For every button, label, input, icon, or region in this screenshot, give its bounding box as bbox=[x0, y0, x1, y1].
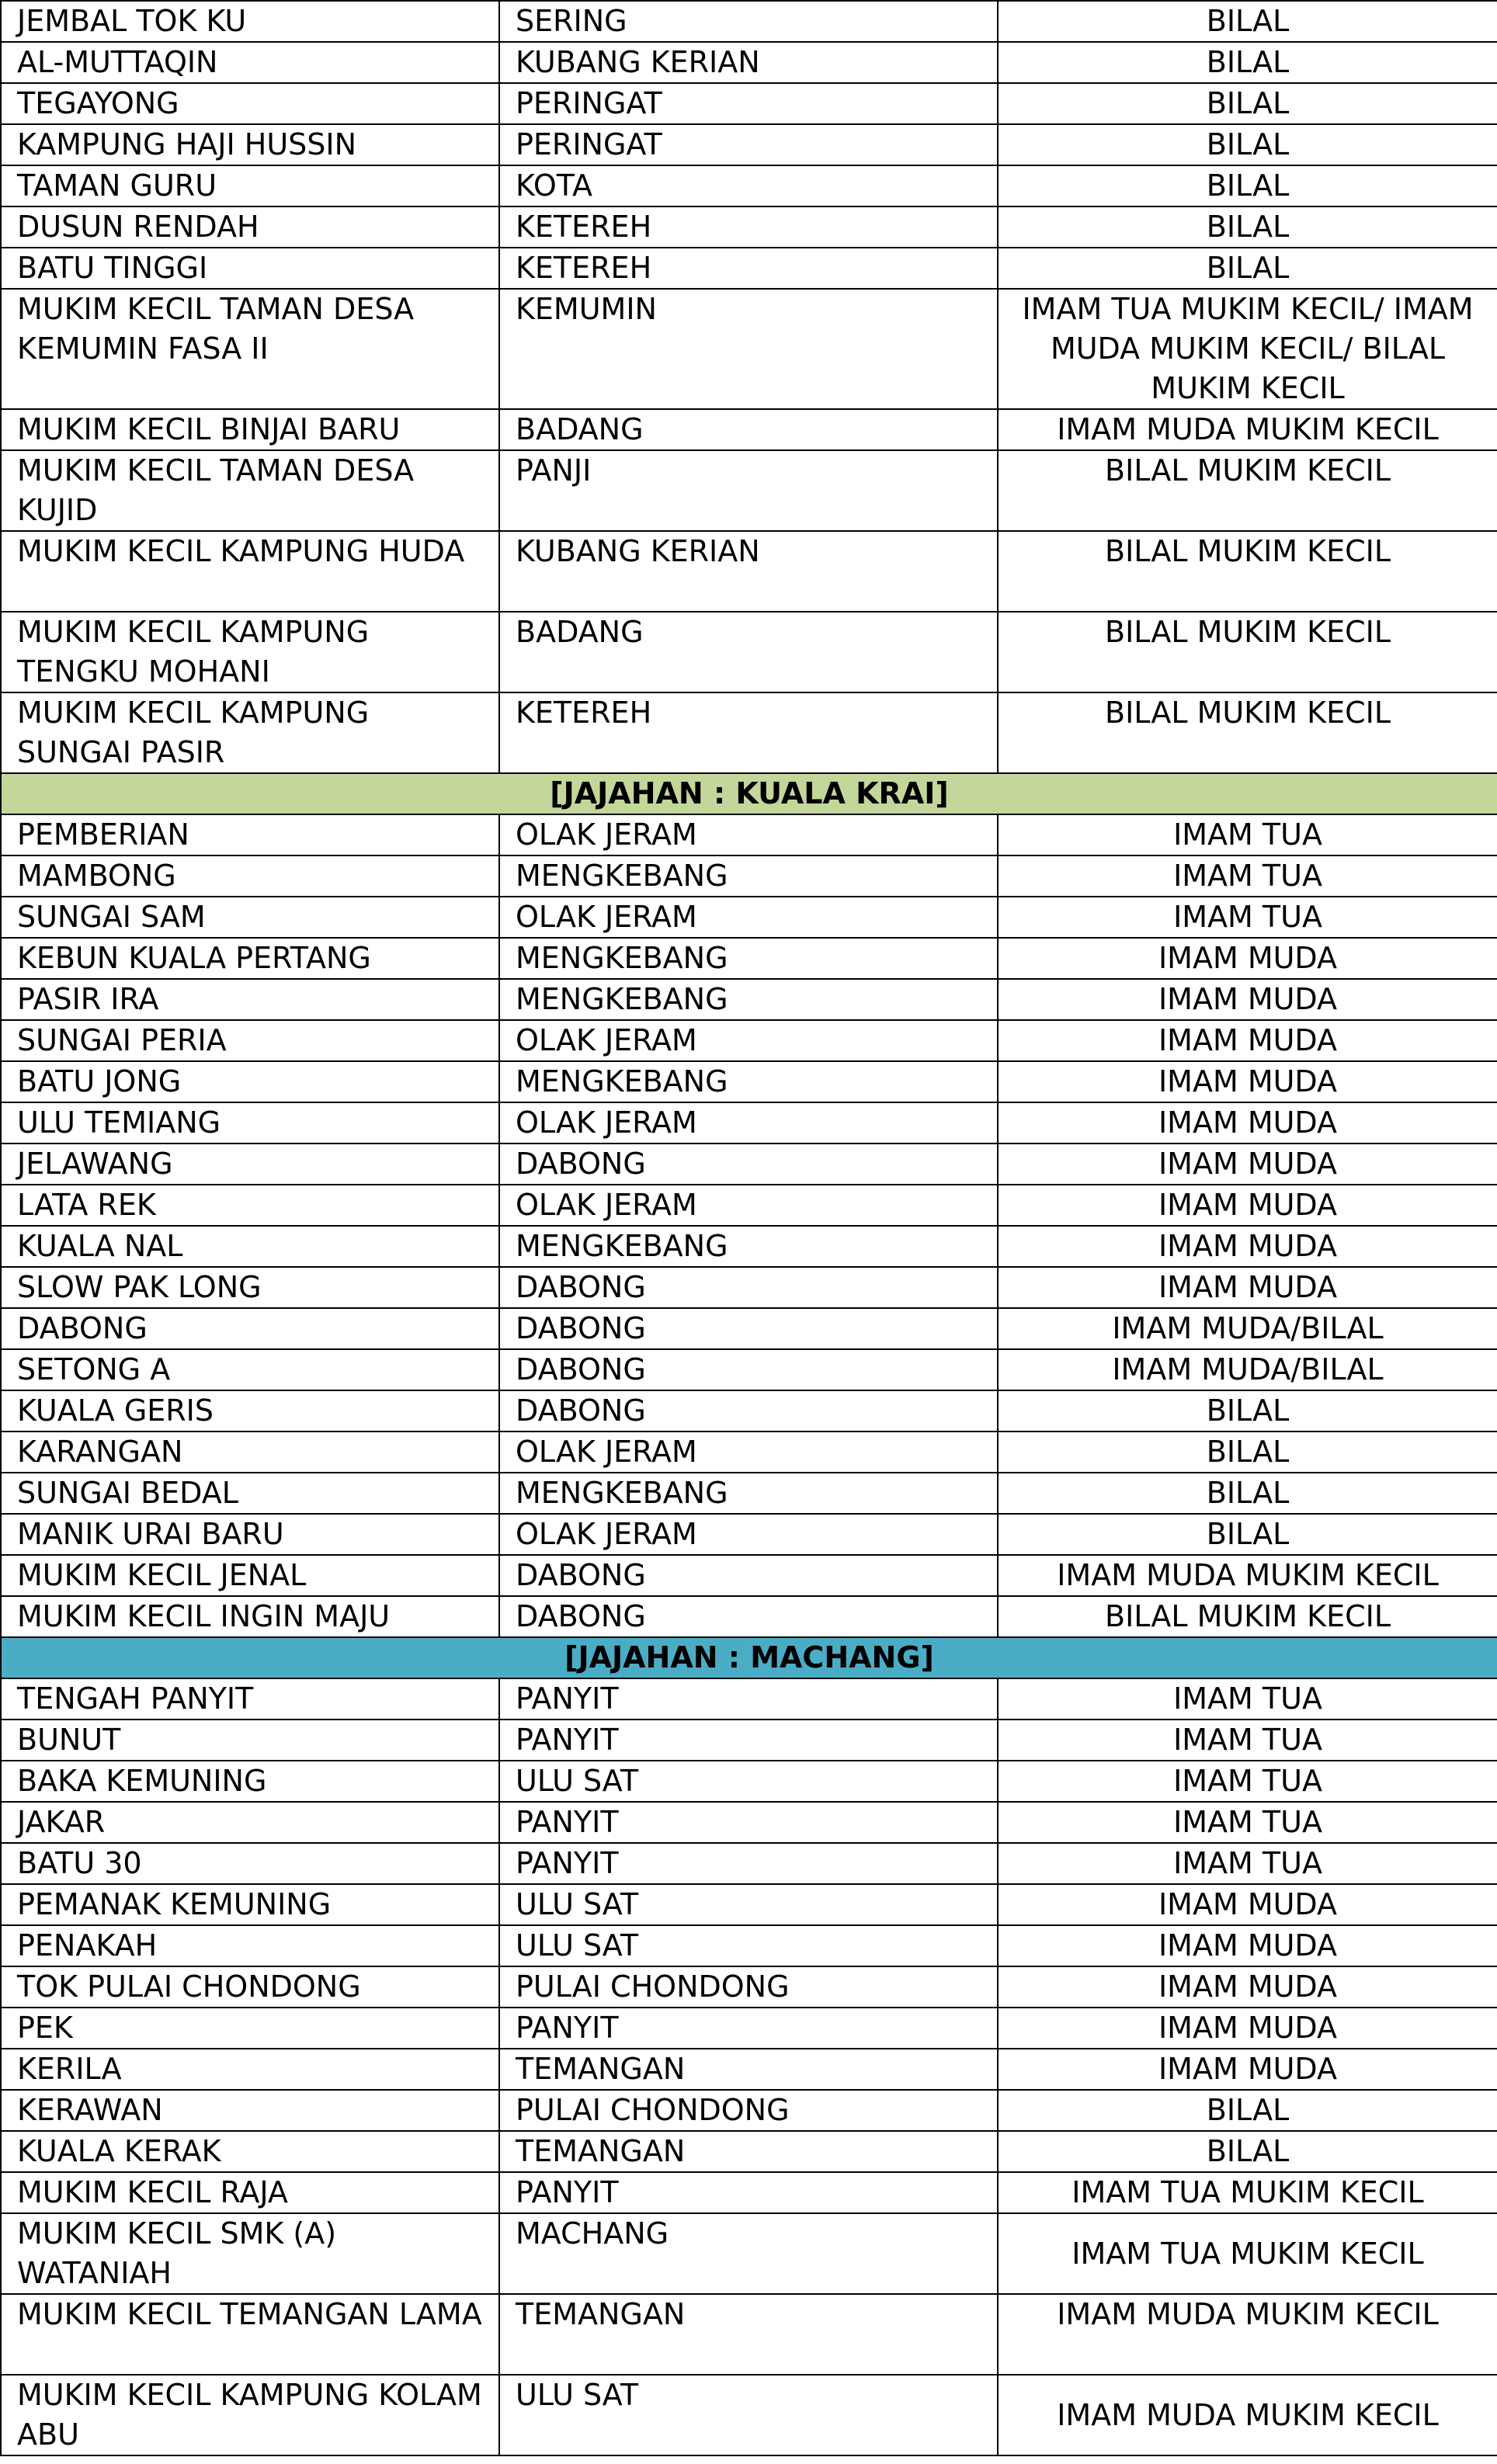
place-cell: KEBUN KUALA PERTANG bbox=[1, 938, 499, 979]
mukim-cell: DABONG bbox=[499, 1308, 998, 1349]
position-cell: BILAL bbox=[998, 1473, 1497, 1514]
mukim-cell: KETEREH bbox=[499, 692, 998, 773]
table-row bbox=[1, 83, 1497, 124]
position-cell: IMAM TUA bbox=[998, 855, 1497, 897]
mukim-cell: KUBANG KERIAN bbox=[499, 531, 998, 612]
mukim-cell: KETEREH bbox=[499, 248, 998, 289]
place-cell: MUKIM KECIL KAMPUNG KOLAM ABU bbox=[1, 2375, 499, 2455]
mukim-cell: PANYIT bbox=[499, 1843, 998, 1884]
mukim-cell: PERINGAT bbox=[499, 124, 998, 165]
table-row bbox=[1, 1390, 1497, 1432]
table-row bbox=[1, 897, 1497, 938]
place-cell: ULU TEMIANG bbox=[1, 1102, 499, 1144]
place-cell: BATU TINGGI bbox=[1, 248, 499, 289]
place-cell: MUKIM KECIL BINJAI BARU bbox=[1, 409, 499, 450]
place-cell: SUNGAI BEDAL bbox=[1, 1473, 499, 1514]
table-row bbox=[1, 1596, 1497, 1637]
table-row bbox=[1, 1144, 1497, 1185]
table-row bbox=[1, 1102, 1497, 1144]
position-cell: IMAM TUA bbox=[998, 897, 1497, 938]
position-cell: IMAM TUA MUKIM KECIL bbox=[998, 2172, 1497, 2213]
position-cell: IMAM MUDA MUKIM KECIL bbox=[998, 1555, 1497, 1596]
table-row bbox=[1, 2294, 1497, 2375]
position-cell: BILAL bbox=[998, 2131, 1497, 2172]
position-cell: IMAM TUA MUKIM KECIL bbox=[998, 2213, 1497, 2294]
mukim-cell: BADANG bbox=[499, 409, 998, 450]
place-cell: PENAKAH bbox=[1, 1925, 499, 1966]
table-row bbox=[1, 1555, 1497, 1596]
position-cell: BILAL bbox=[998, 42, 1497, 83]
mukim-cell: ULU SAT bbox=[499, 1884, 998, 1925]
mukim-cell: OLAK JERAM bbox=[499, 1020, 998, 1061]
mukim-cell: ULU SAT bbox=[499, 1761, 998, 1802]
position-cell: BILAL MUKIM KECIL bbox=[998, 1596, 1497, 1637]
mukim-cell: TEMANGAN bbox=[499, 2294, 998, 2375]
mukim-cell: MENGKEBANG bbox=[499, 938, 998, 979]
table-row bbox=[1, 855, 1497, 897]
table-row bbox=[1, 1267, 1497, 1308]
position-cell: BILAL bbox=[998, 124, 1497, 165]
table-row bbox=[1, 1020, 1497, 1061]
mukim-cell: PANYIT bbox=[499, 1802, 998, 1843]
position-cell: BILAL bbox=[998, 165, 1497, 206]
table-row bbox=[1, 2213, 1497, 2294]
place-cell: MUKIM KECIL KAMPUNG TENGKU MOHANI bbox=[1, 612, 499, 692]
place-cell: SLOW PAK LONG bbox=[1, 1267, 499, 1308]
mukim-cell: DABONG bbox=[499, 1349, 998, 1390]
position-cell: IMAM MUDA MUKIM KECIL bbox=[998, 409, 1497, 450]
mukim-cell: PANJI bbox=[499, 450, 998, 531]
table-row bbox=[1, 1720, 1497, 1761]
table-row bbox=[1, 450, 1497, 531]
place-cell: KERILA bbox=[1, 2049, 499, 2090]
place-cell: MUKIM KECIL KAMPUNG SUNGAI PASIR bbox=[1, 692, 499, 773]
table-row bbox=[1, 1432, 1497, 1473]
position-cell: BILAL MUKIM KECIL bbox=[998, 692, 1497, 773]
place-cell: JEMBAL TOK KU bbox=[1, 1, 499, 42]
place-cell: TAMAN GURU bbox=[1, 165, 499, 206]
mukim-cell: OLAK JERAM bbox=[499, 814, 998, 855]
position-cell: IMAM TUA bbox=[998, 1802, 1497, 1843]
position-cell: IMAM TUA MUKIM KECIL/ IMAM MUDA MUKIM KECIL/ BILAL MUKIM KECIL bbox=[998, 289, 1497, 409]
table-row bbox=[1, 248, 1497, 289]
place-cell: KUALA NAL bbox=[1, 1226, 499, 1267]
place-cell: MUKIM KECIL TAMAN DESA KEMUMIN FASA II bbox=[1, 289, 499, 409]
table-row bbox=[1, 1514, 1497, 1555]
position-cell: IMAM MUDA bbox=[998, 1144, 1497, 1185]
position-cell: IMAM MUDA bbox=[998, 1925, 1497, 1966]
position-cell: IMAM TUA bbox=[998, 1678, 1497, 1720]
table-row bbox=[1, 1226, 1497, 1267]
place-cell: MUKIM KECIL TEMANGAN LAMA bbox=[1, 2294, 499, 2375]
table-row bbox=[1, 124, 1497, 165]
table-row bbox=[1, 1678, 1497, 1720]
table-row bbox=[1, 2090, 1497, 2131]
place-cell: MUKIM KECIL SMK (A) WATANIAH bbox=[1, 2213, 499, 2294]
table-row bbox=[1, 42, 1497, 83]
position-cell: IMAM MUDA MUKIM KECIL bbox=[998, 2294, 1497, 2375]
table-row bbox=[1, 692, 1497, 773]
mukim-cell: KOTA bbox=[499, 165, 998, 206]
table-row bbox=[1, 2131, 1497, 2172]
place-cell: LATA REK bbox=[1, 1185, 499, 1226]
table-row bbox=[1, 1802, 1497, 1843]
table-row bbox=[1, 531, 1497, 612]
mukim-cell: OLAK JERAM bbox=[499, 1102, 998, 1144]
mukim-cell: KEMUMIN bbox=[499, 289, 998, 409]
place-cell: TOK PULAI CHONDONG bbox=[1, 1966, 499, 2008]
position-cell: IMAM MUDA bbox=[998, 1185, 1497, 1226]
position-cell: IMAM MUDA bbox=[998, 1226, 1497, 1267]
mukim-cell: MENGKEBANG bbox=[499, 979, 998, 1020]
jajahan-header-row bbox=[1, 773, 1497, 814]
table-row bbox=[1, 1473, 1497, 1514]
table-row bbox=[1, 1884, 1497, 1925]
place-cell: MUKIM KECIL JENAL bbox=[1, 1555, 499, 1596]
position-cell: IMAM MUDA bbox=[998, 2008, 1497, 2049]
table-row bbox=[1, 409, 1497, 450]
table-row bbox=[1, 2375, 1497, 2455]
table-row bbox=[1, 1185, 1497, 1226]
position-cell: IMAM TUA bbox=[998, 1720, 1497, 1761]
mukim-cell: TEMANGAN bbox=[499, 2049, 998, 2090]
place-cell: BATU 30 bbox=[1, 1843, 499, 1884]
place-cell: JELAWANG bbox=[1, 1144, 499, 1185]
place-cell: DUSUN RENDAH bbox=[1, 206, 499, 248]
place-cell: PASIR IRA bbox=[1, 979, 499, 1020]
position-cell: IMAM MUDA/BILAL bbox=[998, 1308, 1497, 1349]
mukim-cell: MACHANG bbox=[499, 2213, 998, 2294]
position-cell: BILAL bbox=[998, 206, 1497, 248]
table-row bbox=[1, 206, 1497, 248]
mukim-cell: OLAK JERAM bbox=[499, 897, 998, 938]
mukim-cell: OLAK JERAM bbox=[499, 1514, 998, 1555]
place-cell: MUKIM KECIL INGIN MAJU bbox=[1, 1596, 499, 1637]
mukim-cell: OLAK JERAM bbox=[499, 1185, 998, 1226]
place-cell: KAMPUNG HAJI HUSSIN bbox=[1, 124, 499, 165]
mukim-cell: PANYIT bbox=[499, 1678, 998, 1720]
position-cell: IMAM MUDA bbox=[998, 1884, 1497, 1925]
place-cell: KERAWAN bbox=[1, 2090, 499, 2131]
position-cell: BILAL bbox=[998, 2090, 1497, 2131]
position-cell: IMAM MUDA bbox=[998, 2049, 1497, 2090]
table-row bbox=[1, 1349, 1497, 1390]
jajahan-header: [JAJAHAN : KUALA KRAI] bbox=[1, 773, 1497, 814]
position-cell: IMAM MUDA bbox=[998, 1267, 1497, 1308]
table-row bbox=[1, 2049, 1497, 2090]
place-cell: PEK bbox=[1, 2008, 499, 2049]
mukim-cell: DABONG bbox=[499, 1267, 998, 1308]
mukim-cell: OLAK JERAM bbox=[499, 1432, 998, 1473]
table-body bbox=[1, 1, 1497, 2455]
mukim-cell: DABONG bbox=[499, 1390, 998, 1432]
mukim-cell: MENGKEBANG bbox=[499, 1473, 998, 1514]
mukim-cell: PULAI CHONDONG bbox=[499, 2090, 998, 2131]
jajahan-header-row bbox=[1, 1637, 1497, 1678]
jajahan-header: [JAJAHAN : MACHANG] bbox=[1, 1637, 1497, 1678]
place-cell: KUALA GERIS bbox=[1, 1390, 499, 1432]
position-cell: BILAL MUKIM KECIL bbox=[998, 450, 1497, 531]
position-cell: BILAL MUKIM KECIL bbox=[998, 612, 1497, 692]
table-row bbox=[1, 165, 1497, 206]
mukim-cell: MENGKEBANG bbox=[499, 1061, 998, 1102]
position-cell: IMAM MUDA/BILAL bbox=[998, 1349, 1497, 1390]
place-cell: MUKIM KECIL KAMPUNG HUDA bbox=[1, 531, 499, 612]
mukim-cell: DABONG bbox=[499, 1144, 998, 1185]
table-row bbox=[1, 1, 1497, 42]
position-cell: IMAM TUA bbox=[998, 1761, 1497, 1802]
mukim-cell: MENGKEBANG bbox=[499, 1226, 998, 1267]
mukim-cell: PERINGAT bbox=[499, 83, 998, 124]
mukim-cell: PANYIT bbox=[499, 2172, 998, 2213]
position-cell: BILAL bbox=[998, 248, 1497, 289]
place-cell: TENGAH PANYIT bbox=[1, 1678, 499, 1720]
table-row bbox=[1, 289, 1497, 409]
position-cell: IMAM MUDA bbox=[998, 1102, 1497, 1144]
position-cell: BILAL bbox=[998, 1432, 1497, 1473]
table-row bbox=[1, 2172, 1497, 2213]
place-cell: MUKIM KECIL TAMAN DESA KUJID bbox=[1, 450, 499, 531]
mukim-cell: DABONG bbox=[499, 1555, 998, 1596]
mukim-cell: KETEREH bbox=[499, 206, 998, 248]
place-cell: MUKIM KECIL RAJA bbox=[1, 2172, 499, 2213]
table-row bbox=[1, 1966, 1497, 2008]
place-cell: SUNGAI PERIA bbox=[1, 1020, 499, 1061]
position-cell: IMAM TUA bbox=[998, 814, 1497, 855]
mukim-cell: BADANG bbox=[499, 612, 998, 692]
mukim-cell: KUBANG KERIAN bbox=[499, 42, 998, 83]
table-row bbox=[1, 938, 1497, 979]
position-cell: IMAM MUDA bbox=[998, 1966, 1497, 2008]
position-cell: BILAL bbox=[998, 1390, 1497, 1432]
place-cell: SUNGAI SAM bbox=[1, 897, 499, 938]
position-cell: IMAM MUDA bbox=[998, 979, 1497, 1020]
place-cell: DABONG bbox=[1, 1308, 499, 1349]
place-cell: JAKAR bbox=[1, 1802, 499, 1843]
place-cell: PEMBERIAN bbox=[1, 814, 499, 855]
table-row bbox=[1, 1308, 1497, 1349]
place-cell: MANIK URAI BARU bbox=[1, 1514, 499, 1555]
place-cell: BATU JONG bbox=[1, 1061, 499, 1102]
mukim-cell: TEMANGAN bbox=[499, 2131, 998, 2172]
position-cell: BILAL bbox=[998, 83, 1497, 124]
position-cell: BILAL bbox=[998, 1, 1497, 42]
mukim-cell: SERING bbox=[499, 1, 998, 42]
place-cell: TEGAYONG bbox=[1, 83, 499, 124]
place-cell: PEMANAK KEMUNING bbox=[1, 1884, 499, 1925]
position-cell: IMAM MUDA bbox=[998, 1061, 1497, 1102]
mukim-cell: PULAI CHONDONG bbox=[499, 1966, 998, 2008]
table-row bbox=[1, 1843, 1497, 1884]
position-cell: BILAL bbox=[998, 1514, 1497, 1555]
position-cell: BILAL MUKIM KECIL bbox=[998, 531, 1497, 612]
mukim-cell: ULU SAT bbox=[499, 2375, 998, 2455]
mukim-cell: ULU SAT bbox=[499, 1925, 998, 1966]
position-cell: IMAM MUDA bbox=[998, 1020, 1497, 1061]
table-row bbox=[1, 2008, 1497, 2049]
place-cell: KUALA KERAK bbox=[1, 2131, 499, 2172]
mukim-cell: PANYIT bbox=[499, 2008, 998, 2049]
mukim-cell: PANYIT bbox=[499, 1720, 998, 1761]
table-row bbox=[1, 1061, 1497, 1102]
table-row bbox=[1, 612, 1497, 692]
place-cell: KARANGAN bbox=[1, 1432, 499, 1473]
place-cell: BUNUT bbox=[1, 1720, 499, 1761]
position-cell: IMAM TUA bbox=[998, 1843, 1497, 1884]
mukim-cell: DABONG bbox=[499, 1596, 998, 1637]
table-row bbox=[1, 979, 1497, 1020]
position-cell: IMAM MUDA MUKIM KECIL bbox=[998, 2375, 1497, 2455]
place-cell: AL-MUTTAQIN bbox=[1, 42, 499, 83]
mukim-cell: MENGKEBANG bbox=[499, 855, 998, 897]
place-cell: SETONG A bbox=[1, 1349, 499, 1390]
position-cell: IMAM MUDA bbox=[998, 938, 1497, 979]
table-row bbox=[1, 814, 1497, 855]
place-cell: BAKA KEMUNING bbox=[1, 1761, 499, 1802]
table-row bbox=[1, 1761, 1497, 1802]
table-row bbox=[1, 1925, 1497, 1966]
place-cell: MAMBONG bbox=[1, 855, 499, 897]
